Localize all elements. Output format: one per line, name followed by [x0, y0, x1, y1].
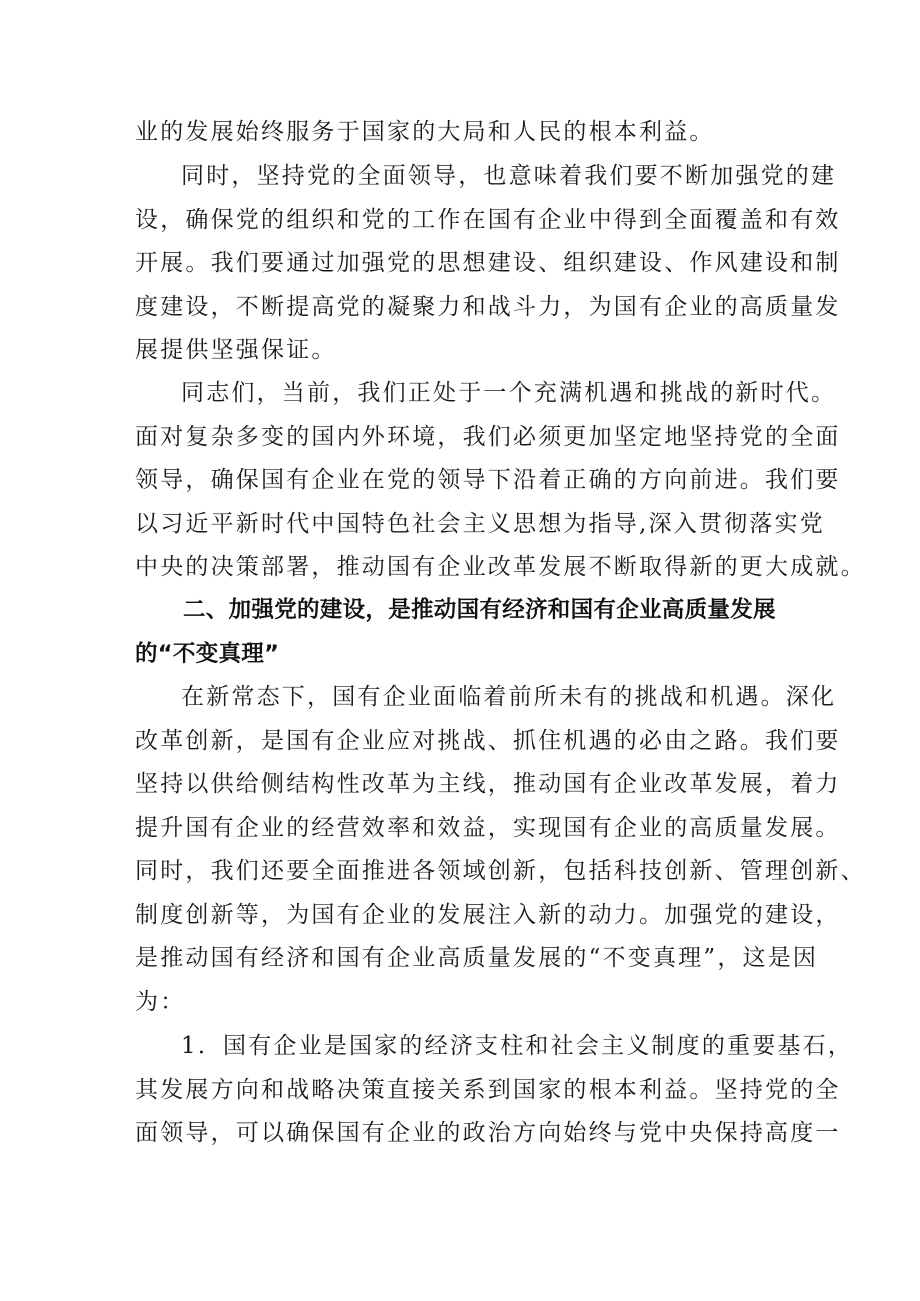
- text-line: 面领导，可以确保国有企业的政治方向始终与党中央保持高度一: [135, 1120, 841, 1146]
- text-line: 为：: [135, 988, 186, 1015]
- text-line: 在新常态下，国有企业面临着前所未有的挑战和机遇。深化: [181, 684, 837, 710]
- heading-line: 二、加强党的建设，是推动国有经济和国有企业高质量发展: [183, 597, 776, 623]
- text-line: 同志们，当前，我们正处于一个充满机遇和挑战的新时代。: [181, 380, 837, 406]
- text-line: 面对复杂多变的国内外环境，我们必须更加坚定地坚持党的全面: [135, 423, 841, 450]
- text-line: 1．国有企业是国家的经济支柱和社会主义制度的重要基石，: [181, 1033, 854, 1059]
- text-line: 是推动国有经济和国有企业高质量发展的“不变真理”，这是因: [135, 945, 819, 971]
- text-line: 开展。我们要通过加强党的思想建设、组织建设、作风建设和制: [135, 250, 841, 276]
- paragraph-numbered-1: [135, 1025, 854, 1156]
- text-line: 业的发展始终服务于国家的大局和人民的根本利益。: [135, 119, 715, 145]
- text-line: 同时，坚持党的全面领导，也意味着我们要不断加强党的建: [181, 163, 837, 189]
- text-line: 其发展方向和战略决策直接关系到国家的根本利益。坚持党的全: [135, 1076, 841, 1103]
- intro-paragraph: [135, 111, 795, 155]
- paragraph-comrades: [135, 372, 866, 590]
- heading-line: 的“不变真理”: [135, 640, 280, 667]
- text-line: 提升国有企业的经营效率和效益，实现国有企业的高质量发展。: [135, 814, 841, 841]
- paragraph-party-building: [135, 155, 841, 373]
- text-line: 制度创新等，为国有企业的发展注入新的动力。加强党的建设，: [135, 901, 841, 928]
- text-line: 改革创新，是国有企业应对挑战、抓住机遇的必由之路。我们要: [135, 727, 841, 754]
- paragraph-new-normal: [135, 676, 866, 1024]
- section-heading: [135, 589, 805, 676]
- text-line: 度建设，不断提高党的凝聚力和战斗力，为国有企业的高质量发: [135, 293, 841, 320]
- text-line: 同时，我们还要全面推进各领域创新，包括科技创新、管理创新、: [135, 858, 866, 884]
- text-line: 以习近平新时代中国特色社会主义思想为指导,深入贯彻落实党: [135, 510, 825, 537]
- text-line: 中央的决策部署，推动国有企业改革发展不断取得新的更大成就。: [135, 554, 866, 580]
- text-line: 领导，确保国有企业在党的领导下沿着正确的方向前进。我们要: [135, 467, 841, 493]
- text-line: 展提供坚强保证。: [135, 337, 337, 363]
- text-line: 设，确保党的组织和党的工作在国有企业中得到全面覆盖和有效: [135, 206, 841, 233]
- text-line: 坚持以供给侧结构性改革为主线，推动国有企业改革发展，着力: [135, 771, 841, 797]
